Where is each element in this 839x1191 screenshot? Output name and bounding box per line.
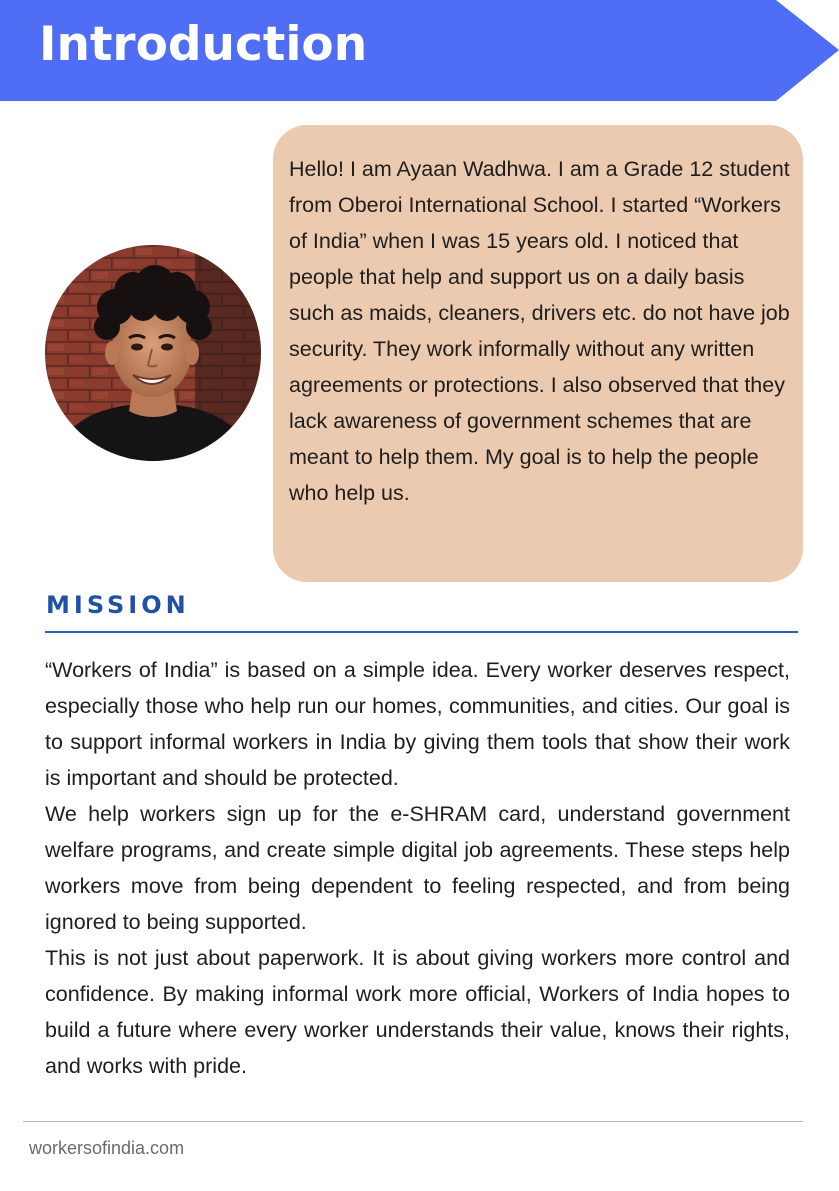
author-photo [45,245,261,461]
mission-divider [45,631,798,633]
bio-card [273,125,803,582]
bio-text: Hello! I am Ayaan Wadhwa. I am a Grade 12 student from Oberoi International School. I started “Workers of India” when I was 15 years old. I noticed that people that help and support us on a daily basis such as maids, cleaners, drivers etc. do not have job security. They work informally without any written agreements or protections. I also observed that they lack awareness of government schemes that are meant to help them. My goal is to help the people who help us. [289,157,790,505]
mission-body [45,652,790,1084]
mission-heading: MISSION [46,591,190,619]
footer-divider [23,1121,803,1122]
mission-paragraph: This is not just about paperwork. It is about giving workers more control and confidence. By making informal work more official, Workers of India hopes to build a future where every worker understands their value, knows their rights, and works with pride. [45,946,790,1078]
mission-paragraph: We help workers sign up for the e-SHRAM card, understand government welfare programs, and create simple digital job agreements. These steps help workers move from being dependent to feeling respected, and from being ignored to being supported. [45,802,790,934]
header-banner [0,0,839,101]
portrait-image [45,245,261,461]
mission-paragraph: “Workers of India” is based on a simple idea. Every worker deserves respect, especially those who help run our homes, communities, and cities. Our goal is to support informal workers in India by giving them tools that show their work is important and should be protected. [45,658,790,790]
footer-website: workersofindia.com [29,1138,185,1158]
page-title: Introduction [39,17,368,72]
